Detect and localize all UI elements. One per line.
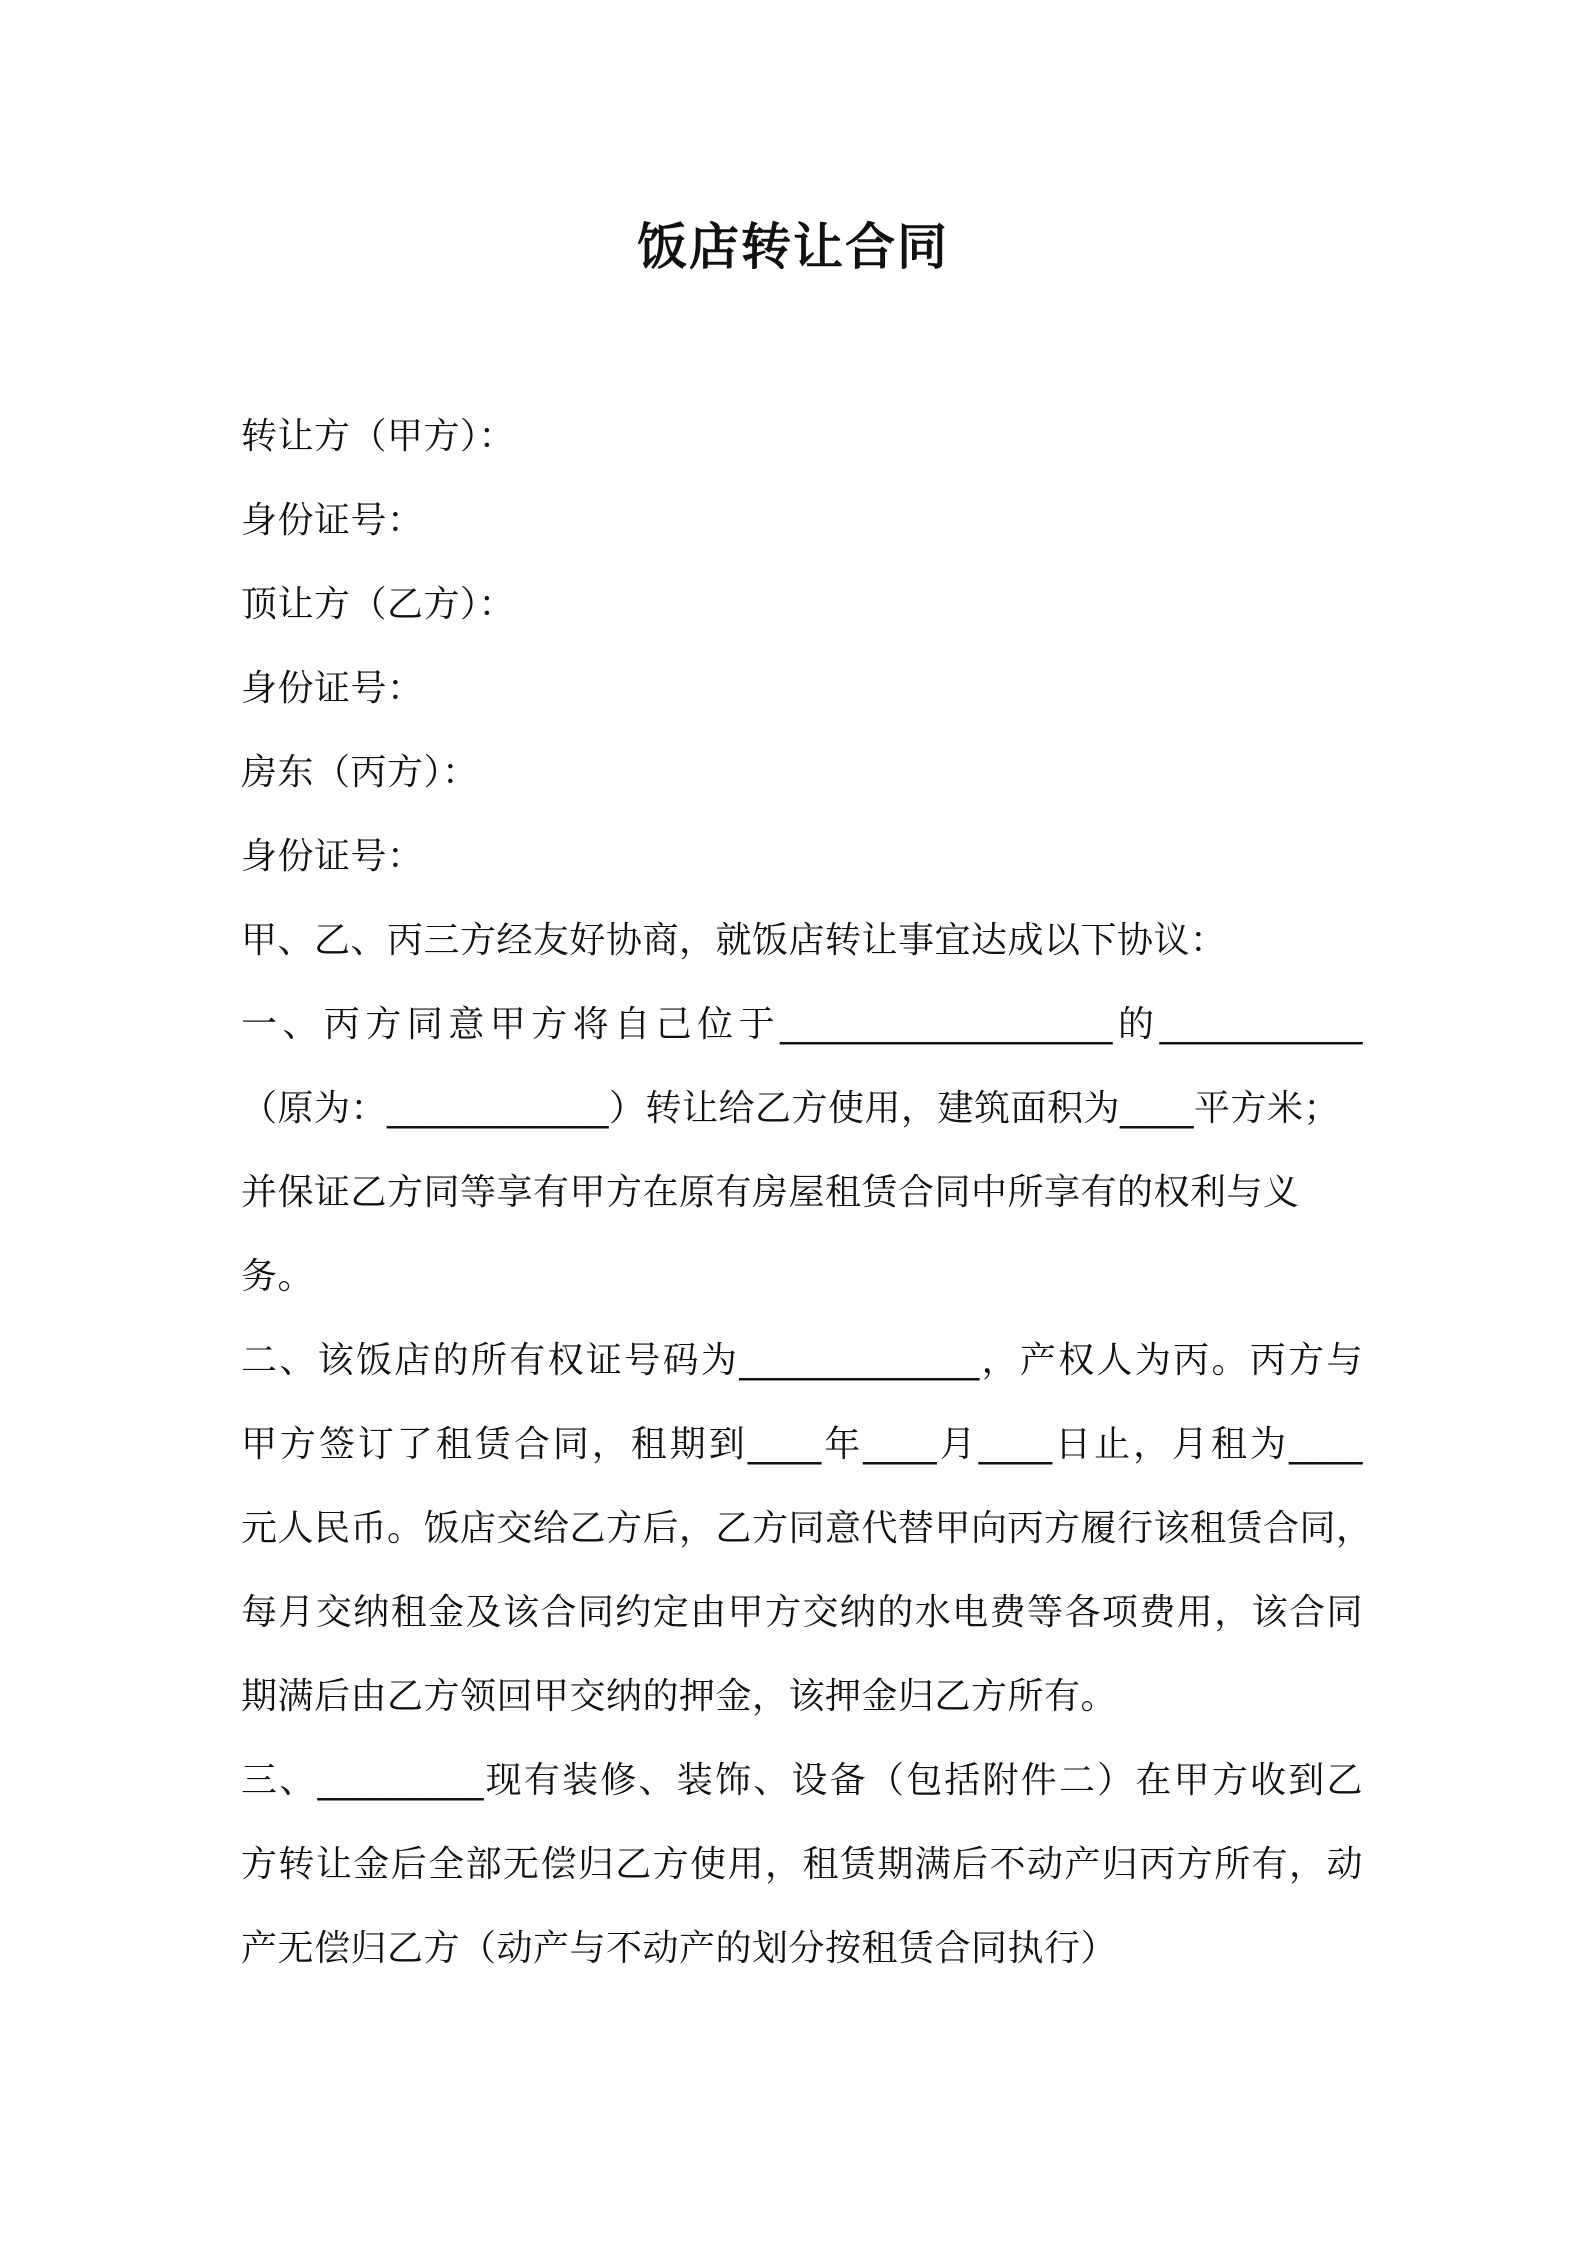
clause-2-line: 甲方签订了租赁合同，租期到____年____月____日止，月租为____ bbox=[241, 1424, 1363, 1465]
clause-1-line: 务。 bbox=[241, 1256, 315, 1297]
party-block bbox=[241, 395, 1373, 1991]
clause-2-line: 元人民币。饭店交给乙方后，乙方同意代替甲向丙方履行该租赁合同， bbox=[241, 1508, 1373, 1549]
clause-2-line: 每月交纳租金及该合同约定由甲方交纳的水电费等各项费用，该合同 bbox=[241, 1592, 1363, 1633]
clause-1-line: （原为：____________）转让给乙方使用，建筑面积为____平方米； bbox=[241, 1088, 1341, 1129]
party-transferee-id-line: 身份证号： bbox=[241, 668, 424, 709]
intro-line: 甲、乙、丙三方经友好协商，就饭店转让事宜达成以下协议： bbox=[241, 920, 1227, 961]
party-landlord-id-line: 身份证号： bbox=[241, 836, 424, 877]
clause-1-line: 一、丙方同意甲方将自己位于__________________的___________ bbox=[241, 1004, 1363, 1045]
clause-3-line: 方转让金后全部无偿归乙方使用，租赁期满后不动产归丙方所有，动 bbox=[241, 1844, 1363, 1885]
document-title: 饭店转让合同 bbox=[637, 218, 949, 276]
party-transferor-line: 转让方（甲方）： bbox=[241, 416, 516, 457]
clause-3-line: 产无偿归乙方（动产与不动产的划分按租赁合同执行） bbox=[241, 1928, 1118, 1969]
party-transferee-line: 顶让方（乙方）： bbox=[241, 584, 516, 625]
party-landlord-line: 房东（丙方）： bbox=[241, 752, 479, 793]
clause-3-line: 三、_________现有装修、装饰、设备（包括附件二）在甲方收到乙 bbox=[241, 1760, 1363, 1801]
clause-2-line: 期满后由乙方领回甲交纳的押金，该押金归乙方所有。 bbox=[241, 1676, 1118, 1717]
clause-2-line: 二、该饭店的所有权证号码为_____________，产权人为丙。丙方与 bbox=[241, 1340, 1363, 1381]
party-transferor-id-line: 身份证号： bbox=[241, 500, 424, 541]
clause-1-line: 并保证乙方同等享有甲方在原有房屋租赁合同中所享有的权利与义 bbox=[241, 1172, 1300, 1213]
